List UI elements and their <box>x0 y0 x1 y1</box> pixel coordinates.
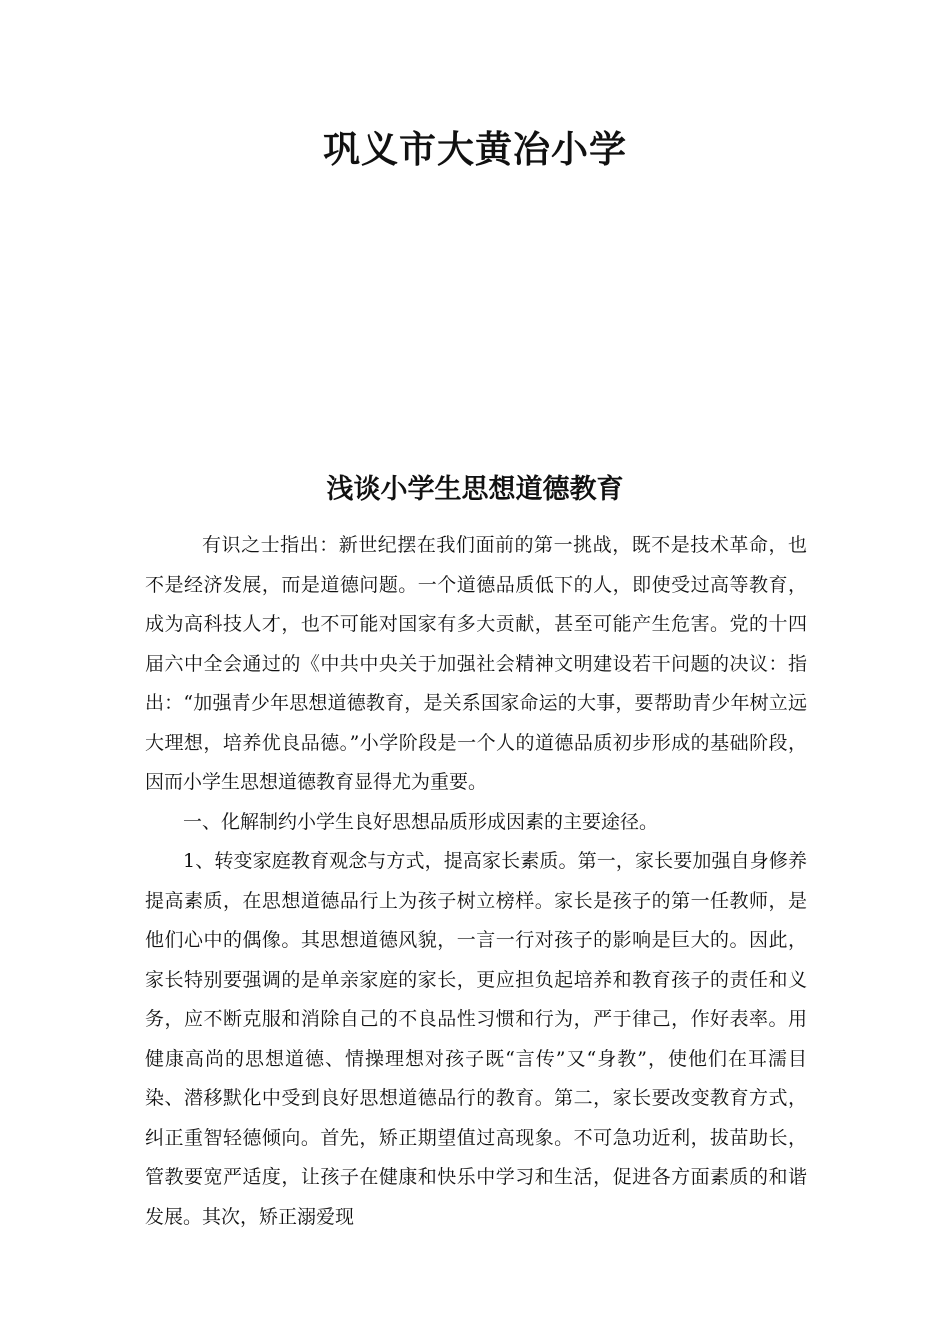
essay-body <box>145 526 807 1237</box>
school-name-heading: 巩义市大黄冶小学 <box>323 128 627 171</box>
essay-title-heading: 浅谈小学生思想道德教育 <box>326 474 624 505</box>
paragraph-section-heading: 一、化解制约小学生良好思想品质形成因素的主要途径。 <box>183 810 659 833</box>
paragraph-intro: 有识之士指出：新世纪摆在我们面前的第一挑战，既不是技术革命，也不是经济发展，而是道德问题。一个道德品质低下的人，即使受过高等教育，成为高科技人才，也不可能对国家有多大贡献，甚至可能产生危害。党的十四届六中全会通过的《中共中央关于加强社会精神文明建设若干问题的决议：指出：“加强青少年思想道德教育，是关系国家命运的大事，要帮助青少年树立远大理想，培养优良品德。”小学阶段是一个人的道德品质初步形成的基础阶段，因而小学生思想道德教育显得尤为重要。 <box>145 534 807 793</box>
paragraph-family-education: 1、转变家庭教育观念与方式，提高家长素质。第一，家长要加强自身修养提高素质，在思想道德品行上为孩子树立榜样。家长是孩子的第一任教师，是他们心中的偶像。其思想道德风貌，一言一行对孩子的影响是巨大的。因此，家长特别要强调的是单亲家庭的家长，更应担负起培养和教育孩子的责任和义务，应不断克服和消除自己的不良品性习惯和行为，严于律己，作好表率。用健康高尚的思想道德、情操理想对孩子既“言传”又“身教”，使他们在耳濡目染、潜移默化中受到良好思想道德品行的教育。第二，家长要改变教育方式，纠正重智轻德倾向。首先，矫正期望值过高现象。不可急功近利，拔苗助长，管教要宽严适度，让孩子在健康和快乐中学习和生活，促进各方面素质的和谐发展。其次，矫正溺爱现 <box>145 850 807 1228</box>
